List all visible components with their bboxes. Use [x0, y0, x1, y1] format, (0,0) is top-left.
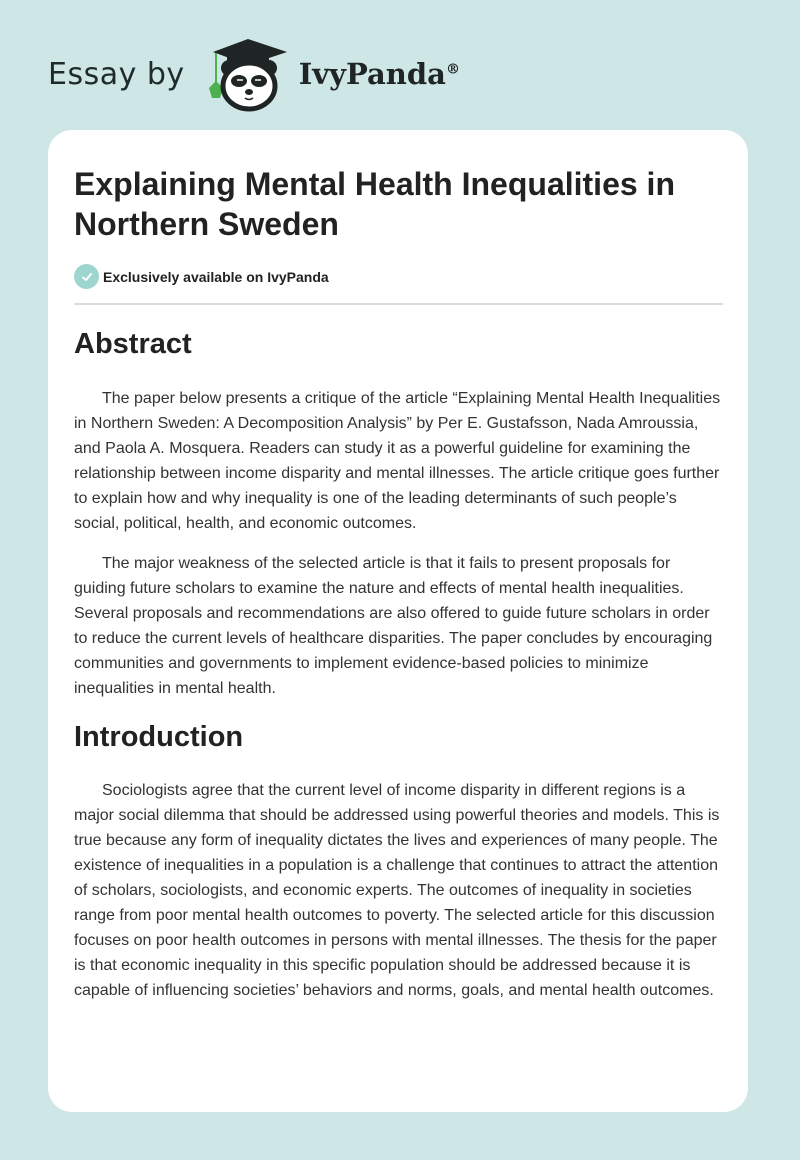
- page-title: Explaining Mental Health Inequalities in Northern Sweden: [74, 166, 675, 242]
- badge-text: Exclusively available on IvyPanda: [103, 268, 329, 285]
- brand-prefix: Essay by: [48, 56, 185, 92]
- section-heading-introduction: Introduction: [74, 721, 244, 753]
- exclusive-badge: [74, 264, 329, 289]
- essay-card: [48, 130, 748, 1112]
- site-brand[interactable]: [48, 36, 460, 112]
- brand-name: [299, 57, 460, 91]
- panda-graduate-logo-icon: [203, 36, 293, 112]
- check-circle-icon: [74, 264, 99, 289]
- divider: [74, 303, 723, 305]
- introduction-paragraph-1: Sociologists agree that the current level of income disparity in different regions is a major social dilemma that should be addressed using powerful theories and models. This is true because any form of inequality dictates the lives and experiences of many people. The existence of inequalities in a population is a challenge that continues to attract the attention of scholars, sociologists, and economic experts. The outcomes of inequality in societies range from poor mental health outcomes to poverty. The selected article for this discussion focuses on poor health outcomes in persons with mental illnesses. The thesis for the paper is that economic inequality in this specific population should be addressed because it is capable of influencing societies’ behaviors and norms, goals, and mental health outcomes.: [74, 782, 720, 999]
- abstract-paragraph-2: The major weakness of the selected article is that it fails to present proposals for guiding future scholars to examine the nature and effects of mental health inequalities. Several proposals and recommendations are also offered to guide future scholars in order to reduce the current levels of healthcare disparities. The paper concludes by encouraging communities and governments to implement evidence-based policies to minimize inequalities in mental health.: [74, 555, 713, 697]
- brand-name-text: IvyPanda: [298, 57, 446, 91]
- section-heading-abstract: Abstract: [74, 328, 192, 360]
- abstract-paragraph-1: The paper below presents a critique of the article “Explaining Mental Health Inequalities in Northern Sweden: A Decomposition Analysis” by Per E. Gustafsson, Nada Amroussia, and Paola A. Mosquera. Readers can study it as a powerful guideline for examining the relationship between income disparity and mental illnesses. The article critique goes further to explain how and why inequality is one of the leading determinants of such people’s social, political, health, and economic outcomes.: [74, 390, 721, 532]
- registered-mark: ®: [445, 61, 460, 78]
